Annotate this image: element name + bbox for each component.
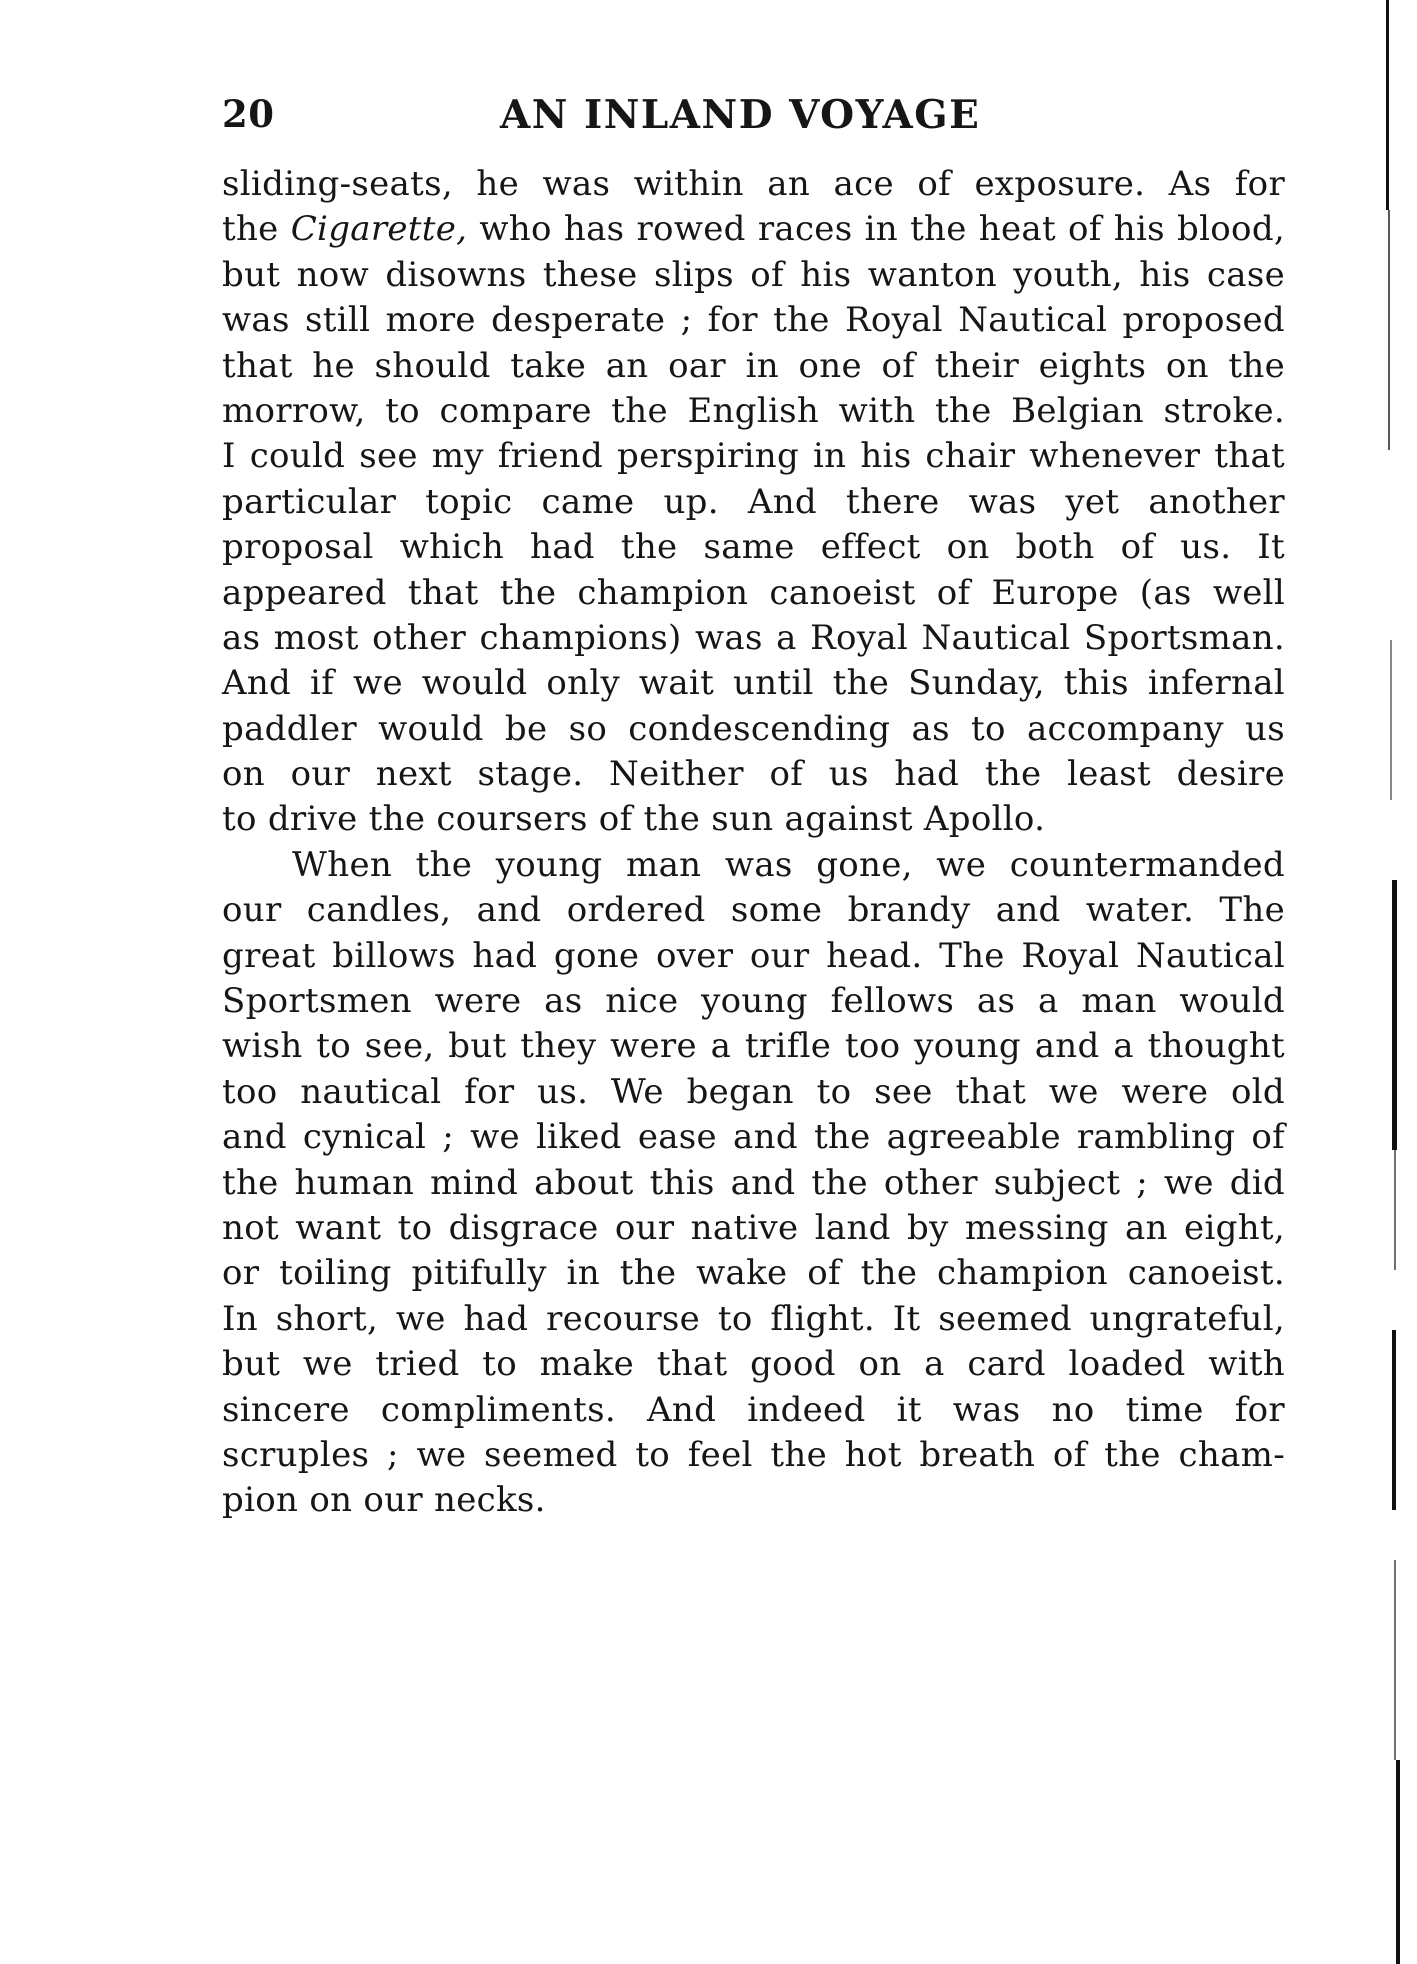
text-line: the human mind about this and the other subject ; we did — [222, 1162, 1285, 1203]
text-line: not want to disgrace our native land by messing an eight, — [222, 1207, 1285, 1248]
text-line: and cynical ; we liked ease and the agreeable rambling of — [222, 1117, 1285, 1158]
text-fragment: the — [222, 209, 291, 250]
paragraph-1 — [222, 162, 1285, 843]
running-title: AN INLAND VOYAGE — [500, 92, 981, 138]
text-line: sincere compliments. And indeed it was no time for — [222, 1389, 1285, 1430]
text-fragment: who has rowed races in the heat of his blood, — [467, 209, 1285, 250]
text-line: or toiling pitifully in the wake of the champion canoeist. — [222, 1253, 1285, 1294]
page-number: 20 — [222, 92, 275, 136]
text-line: was still more desperate ; for the Royal Nautical proposed — [222, 300, 1285, 341]
text-line: great billows had gone over our head. The Royal Nautical — [222, 935, 1285, 976]
text-line: sliding-seats, he was within an ace of exposure. As for — [222, 164, 1285, 204]
running-head — [222, 92, 1282, 152]
scan-binding-edge — [1378, 0, 1417, 1964]
text-line: that he should take an oar in one of their eights on the — [222, 345, 1285, 386]
text-line: as most other champions) was a Royal Nautical Sportsman. — [222, 617, 1285, 658]
paragraph-2 — [222, 843, 1285, 1524]
text-line: paddler would be so condescending as to accompany us — [222, 708, 1285, 749]
text-line: I could see my friend perspiring in his chair whenever that — [222, 436, 1285, 477]
text-line: When the young man was gone, we countermanded — [292, 844, 1285, 885]
text-line: particular topic came up. And there was yet another — [222, 481, 1285, 522]
text-line: to drive the coursers of the sun against Apollo. — [222, 799, 1046, 840]
text-line: morrow, to compare the English with the Belgian stroke. — [222, 390, 1285, 431]
text-line: Sportsmen were as nice young fellows as a man would — [222, 981, 1285, 1022]
text-line: wish to see, but they were a trifle too young and a thought — [222, 1026, 1285, 1067]
text-line: but we tried to make that good on a card loaded with — [222, 1344, 1285, 1385]
body-text — [222, 162, 1285, 1524]
text-line: proposal which had the same effect on both of us. It — [222, 527, 1285, 568]
text-line: our candles, and ordered some brandy and water. The — [222, 890, 1285, 931]
italic-ship-name: Cigarette, — [290, 209, 468, 250]
text-line: on our next stage. Neither of us had the least desire — [222, 754, 1285, 795]
text-line: pion on our necks. — [222, 1480, 546, 1521]
text-line: And if we would only wait until the Sunday, this infernal — [222, 663, 1285, 704]
text-line: appeared that the champion canoeist of Europe (as well — [222, 572, 1285, 613]
text-line: In short, we had recourse to flight. It seemed ungrateful, — [222, 1298, 1285, 1339]
text-line — [222, 207, 1285, 252]
text-line: but now disowns these slips of his wanton youth, his case — [222, 254, 1285, 295]
text-line: scruples ; we seemed to feel the hot breath of the cham- — [222, 1434, 1285, 1475]
text-line: too nautical for us. We began to see that we were old — [222, 1071, 1285, 1112]
